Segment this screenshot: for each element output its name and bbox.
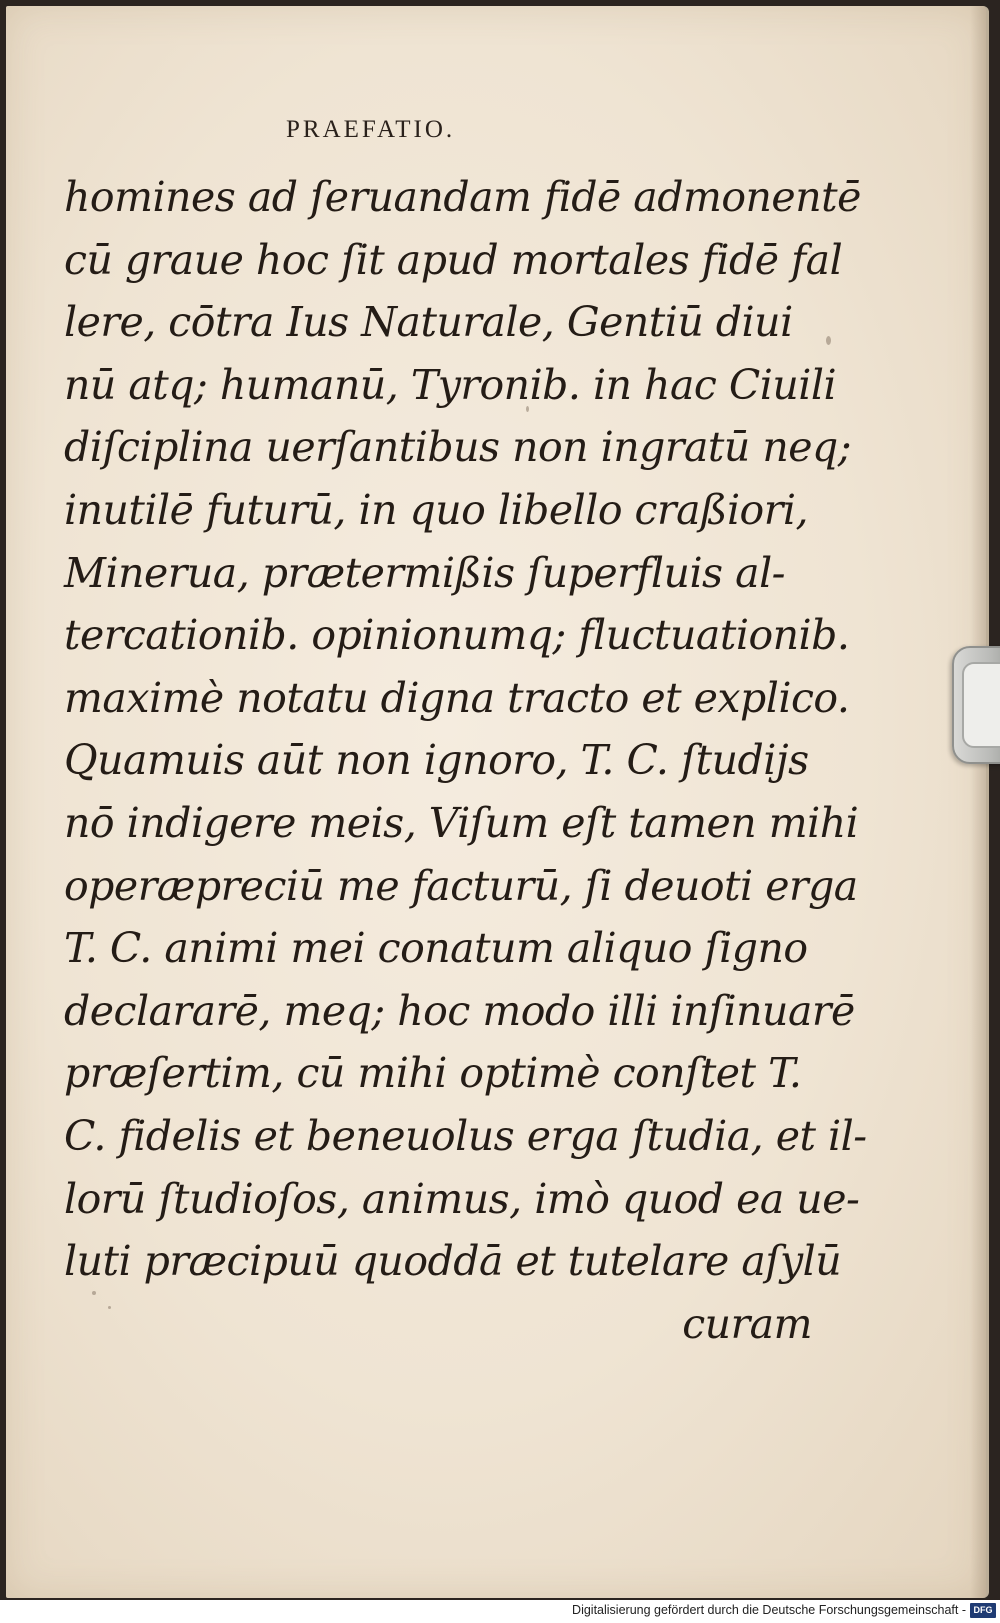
running-head: PRAEFATIO. xyxy=(286,116,456,143)
text-line: C. fidelis et beneuolus erga ſtudia, et il- xyxy=(64,1111,867,1160)
page-edge-shadow xyxy=(970,6,986,1598)
digitization-footer xyxy=(0,1600,1000,1623)
text-line: maximè notatu digna tracto et explico. xyxy=(64,673,850,722)
text-line: luti præcipuū quoddā et tutelare aſylū xyxy=(64,1237,842,1286)
text-line: tercationib. opinionumq; fluctuationib. xyxy=(64,611,850,660)
text-line: diſciplina uerſantibus non ingratū neq; xyxy=(64,423,852,472)
text-line: præſertim, cū mihi optimè conſtet T. xyxy=(64,1049,802,1098)
text-line: lere, cōtra Ius Naturale, Gentiū diui xyxy=(64,298,793,347)
text-line: operæpreciū me facturū, ſi deuoti erga xyxy=(64,861,858,910)
text-line: homines ad ſeruandam fidē admonentē xyxy=(64,173,861,221)
dfg-logo: DFG xyxy=(970,1603,996,1618)
text-line: declararē, meq; hoc modo illi inſinuarē xyxy=(64,986,855,1035)
catchword: curam xyxy=(682,1299,812,1348)
text-line: cū graue hoc ſit apud mortales fidē fal xyxy=(64,235,843,284)
text-line: nū atq; humanū, Tyronib. in hac Ciuili xyxy=(64,360,837,409)
text-line: lorū ſtudioſos, animus, imò quod ea ue- xyxy=(64,1174,860,1223)
body-text xyxy=(64,166,867,1355)
text-line: Minerua, prætermißis ſuperfluis al- xyxy=(64,548,786,597)
page-clip xyxy=(952,646,1000,764)
text-line: inutilē futurū, in quo libello craßiori, xyxy=(64,485,808,534)
funding-credit: Digitalisierung gefördert durch die Deutsche Forschungsgemeinschaft - xyxy=(572,1603,966,1617)
text-line: nō indigere meis, Viſum eſt tamen mihi xyxy=(64,798,859,847)
clip-inner-loop xyxy=(962,662,1000,748)
book-page xyxy=(6,6,989,1598)
text-line: T. C. animi mei conatum aliquo ſigno xyxy=(64,924,808,973)
paper-speck xyxy=(826,336,831,345)
text-line: Quamuis aūt non ignoro, T. C. ſtudijs xyxy=(64,736,809,785)
